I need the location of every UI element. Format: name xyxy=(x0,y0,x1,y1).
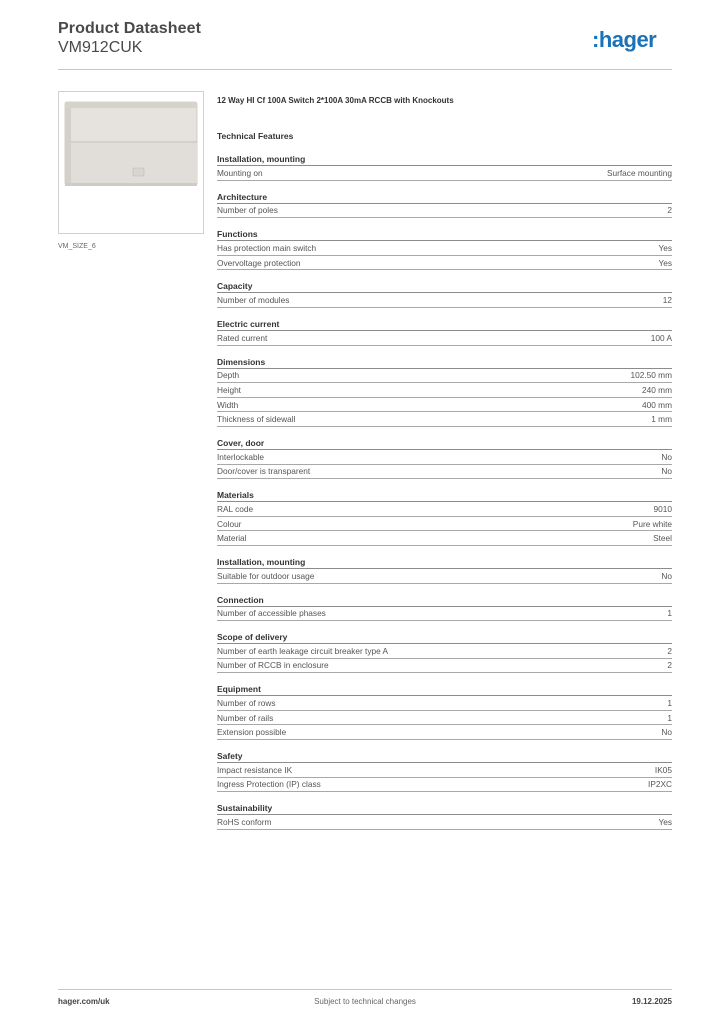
feature-label: Overvoltage protection xyxy=(217,257,301,268)
feature-value: 2 xyxy=(667,645,672,656)
section-title: Cover, door xyxy=(217,437,672,450)
feature-value: No xyxy=(661,727,672,738)
feature-label: Door/cover is transparent xyxy=(217,466,311,477)
feature-value: Pure white xyxy=(632,518,672,529)
feature-value: 100 A xyxy=(650,332,672,343)
feature-row xyxy=(217,398,672,413)
section-title: Equipment xyxy=(217,683,672,696)
feature-label: Number of accessible phases xyxy=(217,608,326,619)
feature-value: 1 xyxy=(667,698,672,709)
page-title: Product Datasheet xyxy=(58,20,202,37)
feature-label: Rated current xyxy=(217,332,268,343)
feature-row xyxy=(217,569,672,584)
section-title: Connection xyxy=(217,594,672,607)
feature-row xyxy=(217,711,672,726)
feature-section xyxy=(217,280,672,308)
feature-row xyxy=(217,166,672,181)
feature-label: Ingress Protection (IP) class xyxy=(217,779,321,790)
feature-label: Extension possible xyxy=(217,727,287,738)
feature-row xyxy=(217,502,672,517)
footer-note: Subject to technical changes xyxy=(314,997,416,1006)
feature-label: Width xyxy=(217,399,239,410)
feature-row xyxy=(217,450,672,465)
feature-row xyxy=(217,293,672,308)
feature-value: 1 xyxy=(667,608,672,619)
feature-value: No xyxy=(661,466,672,477)
section-title: Safety xyxy=(217,750,672,763)
feature-label: Height xyxy=(217,384,241,395)
feature-row xyxy=(217,815,672,830)
feature-row xyxy=(217,696,672,711)
feature-value: 102.50 mm xyxy=(630,370,672,381)
feature-row xyxy=(217,412,672,427)
feature-value: No xyxy=(661,570,672,581)
feature-label: Thickness of sidewall xyxy=(217,414,296,425)
feature-label: Number of modules xyxy=(217,295,290,306)
feature-section xyxy=(217,750,672,792)
feature-label: Number of rails xyxy=(217,712,274,723)
feature-value: 9010 xyxy=(653,503,672,514)
feature-row xyxy=(217,607,672,622)
feature-label: Has protection main switch xyxy=(217,242,317,253)
feature-row xyxy=(217,763,672,778)
feature-row xyxy=(217,383,672,398)
feature-section xyxy=(217,228,672,270)
feature-label: Number of poles xyxy=(217,205,278,216)
feature-value: Surface mounting xyxy=(606,167,672,178)
footer-date: 19.12.2025 xyxy=(631,997,672,1006)
feature-section xyxy=(217,153,672,181)
feature-label: Number of RCCB in enclosure xyxy=(217,660,329,671)
feature-row xyxy=(217,256,672,271)
feature-label: Colour xyxy=(217,518,242,529)
hager-logo xyxy=(592,26,672,54)
feature-section xyxy=(217,683,672,740)
product-name: 12 Way HI Cf 100A Switch 2*100A 30mA RCCB with Knockouts xyxy=(217,96,454,105)
datasheet-content xyxy=(217,94,672,830)
feature-value: IK05 xyxy=(654,764,672,775)
feature-section xyxy=(217,318,672,346)
feature-label: RoHS conform xyxy=(217,817,272,828)
feature-sections xyxy=(217,153,672,830)
feature-row xyxy=(217,644,672,659)
section-title: Scope of delivery xyxy=(217,631,672,644)
feature-value: 240 mm xyxy=(642,384,672,395)
technical-features-title: Technical Features xyxy=(217,131,294,141)
feature-row xyxy=(217,331,672,346)
feature-value: Steel xyxy=(653,533,672,544)
feature-row xyxy=(217,778,672,793)
feature-row xyxy=(217,725,672,740)
footer-divider xyxy=(58,989,672,990)
feature-value: 12 xyxy=(662,295,672,306)
section-title: Capacity xyxy=(217,280,672,293)
feature-row xyxy=(217,531,672,546)
section-title: Functions xyxy=(217,228,672,241)
feature-section xyxy=(217,489,672,546)
header-divider xyxy=(58,69,672,70)
section-title: Installation, mounting xyxy=(217,153,672,166)
feature-value: No xyxy=(661,451,672,462)
feature-value: 2 xyxy=(667,660,672,671)
feature-row xyxy=(217,204,672,219)
feature-label: Number of rows xyxy=(217,698,276,709)
feature-label: Depth xyxy=(217,370,240,381)
feature-value: Yes xyxy=(658,242,672,253)
enclosure-illustration xyxy=(59,92,203,233)
hager-logo-graphic xyxy=(592,27,672,53)
feature-section xyxy=(217,556,672,584)
product-code: VM912CUK xyxy=(58,39,143,56)
feature-section xyxy=(217,437,672,479)
feature-label: Number of earth leakage circuit breaker type A xyxy=(217,645,389,656)
section-title: Sustainability xyxy=(217,802,672,815)
feature-value: 400 mm xyxy=(642,399,672,410)
footer-website: hager.com/uk xyxy=(58,997,110,1006)
feature-label: Material xyxy=(217,533,247,544)
section-title: Electric current xyxy=(217,318,672,331)
feature-section xyxy=(217,802,672,830)
feature-row xyxy=(217,517,672,532)
feature-value: Yes xyxy=(658,257,672,268)
feature-section xyxy=(217,191,672,219)
feature-value: 1 xyxy=(667,712,672,723)
feature-label: Interlockable xyxy=(217,451,265,462)
section-title: Architecture xyxy=(217,191,672,204)
feature-section xyxy=(217,356,672,427)
feature-label: RAL code xyxy=(217,503,254,514)
feature-row xyxy=(217,659,672,674)
svg-text::hager: :hager xyxy=(592,27,657,52)
feature-label: Impact resistance IK xyxy=(217,764,293,775)
feature-label: Suitable for outdoor usage xyxy=(217,570,315,581)
product-image xyxy=(58,91,204,234)
image-caption: VM_SIZE_6 xyxy=(58,243,96,250)
feature-row xyxy=(217,241,672,256)
feature-row xyxy=(217,369,672,384)
feature-row xyxy=(217,465,672,480)
section-title: Dimensions xyxy=(217,356,672,369)
section-title: Installation, mounting xyxy=(217,556,672,569)
feature-value: 2 xyxy=(667,205,672,216)
feature-value: IP2XC xyxy=(648,779,672,790)
feature-value: 1 mm xyxy=(651,414,672,425)
feature-value: Yes xyxy=(658,817,672,828)
page-header xyxy=(58,20,672,68)
section-title: Materials xyxy=(217,489,672,502)
feature-label: Mounting on xyxy=(217,167,263,178)
feature-section xyxy=(217,631,672,673)
feature-section xyxy=(217,594,672,622)
